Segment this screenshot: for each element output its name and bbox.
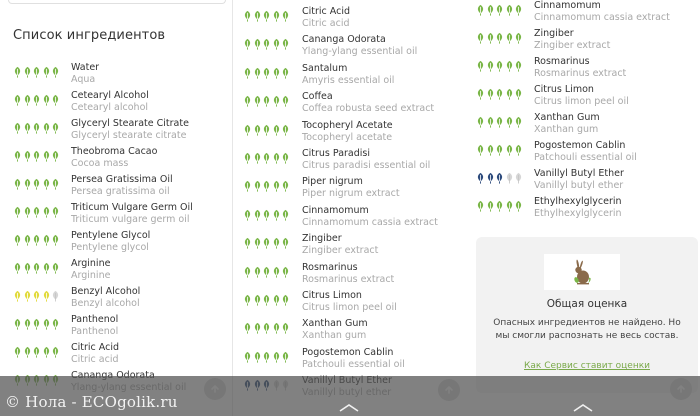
leaf-icon	[23, 262, 32, 274]
leaf-icon	[32, 234, 41, 246]
leaf-icon	[262, 266, 271, 278]
ingredient-common-name: Citrus limon peel oil	[534, 96, 629, 107]
leaf-icon	[243, 10, 252, 22]
leaf-icon	[486, 200, 495, 212]
leaf-icon	[243, 322, 252, 334]
leaf-icon	[281, 10, 290, 22]
leaf-icon	[253, 124, 262, 136]
ingredient-name: Cananga Odorata	[302, 34, 386, 46]
ingredient-common-name: Arginine	[71, 270, 111, 281]
leaf-icon	[13, 94, 22, 106]
leaf-icon	[281, 266, 290, 278]
summary-text: Опасных ингредиентов не найдено. Но мы смогли распознать не весь состав.	[493, 318, 681, 341]
ingredient-common-name: Amyris essential oil	[302, 74, 395, 86]
ingredient-common-name: Piper nigrum extract	[302, 188, 400, 200]
leaf-icon	[23, 94, 32, 106]
leaf-icon	[272, 67, 281, 79]
leaf-icon	[505, 88, 514, 100]
ingredient-common-name: Vanillyl butyl ether	[534, 180, 624, 191]
leaf-icon	[272, 152, 281, 164]
leaf-icon	[262, 294, 271, 306]
leaf-icon	[514, 60, 523, 72]
leaf-icon	[495, 88, 504, 100]
ingredient-name: Cetearyl Alcohol	[71, 90, 149, 101]
ingredient-name: Xanthan Gum	[302, 318, 368, 330]
leaf-icon	[42, 66, 51, 78]
safety-rating	[476, 200, 524, 212]
leaf-icon	[42, 318, 51, 330]
ingredient-name: Arginine	[71, 258, 111, 269]
leaf-icon	[505, 60, 514, 72]
ingredient-name: Zingiber	[534, 28, 574, 39]
leaf-icon	[476, 172, 485, 184]
leaf-icon	[32, 206, 41, 218]
ingredient-common-name: Citric acid	[302, 18, 350, 29]
ingredient-name: Tocopheryl Acetate	[302, 119, 393, 131]
ingredient-name: Citric Acid	[302, 6, 351, 17]
leaf-icon	[262, 322, 271, 334]
ingredient-name: Ethylhexylglycerin	[534, 196, 622, 207]
ingredient-common-name: Coffea robusta seed extract	[302, 103, 435, 115]
leaf-icon	[32, 318, 41, 330]
leaf-icon	[253, 38, 262, 50]
safety-rating	[13, 66, 61, 78]
leaf-icon	[42, 150, 51, 162]
leaf-icon	[281, 294, 290, 306]
safety-rating	[476, 116, 524, 128]
safety-rating	[476, 172, 524, 184]
ingredient-name: Pogostemon Cablin	[302, 346, 394, 358]
leaf-icon	[476, 200, 485, 212]
leaf-icon	[51, 150, 60, 162]
leaf-icon	[272, 237, 281, 249]
leaf-icon	[42, 234, 51, 246]
leaf-icon	[253, 294, 262, 306]
leaf-icon	[51, 290, 60, 302]
leaf-icon	[505, 172, 514, 184]
ingredient-common-name: Cocoa mass	[71, 158, 129, 169]
leaf-icon	[32, 94, 41, 106]
leaf-icon	[272, 351, 281, 363]
safety-rating	[243, 237, 291, 249]
ingredient-common-name: Zingiber extract	[534, 40, 611, 51]
ingredient-common-name: Tocopheryl acetate	[302, 131, 393, 143]
ingredient-common-name: Panthenol	[71, 326, 119, 337]
ingredient-common-name: Zingiber extract	[302, 245, 379, 257]
leaf-icon	[42, 178, 51, 190]
ingredient-name: Citrus Limon	[302, 290, 362, 301]
ingredient-name: Xanthan Gum	[534, 112, 600, 123]
safety-rating	[243, 294, 291, 306]
leaf-icon	[514, 4, 523, 16]
leaf-icon	[505, 32, 514, 44]
ingredient-common-name: Citrus paradisi essential oil	[302, 160, 431, 171]
leaf-icon	[243, 95, 252, 107]
ingredient-name: Theobroma Cacao	[71, 146, 158, 157]
ingredient-name: Triticum Vulgare Germ Oil	[71, 202, 193, 213]
leaf-icon	[243, 237, 252, 249]
ingredients-column-3	[466, 0, 700, 416]
leaf-icon	[13, 122, 22, 134]
leaf-icon	[23, 206, 32, 218]
leaf-icon	[486, 32, 495, 44]
leaf-icon	[476, 116, 485, 128]
safety-rating	[243, 38, 291, 50]
leaf-icon	[32, 122, 41, 134]
leaf-icon	[32, 178, 41, 190]
leaf-icon	[243, 266, 252, 278]
leaf-icon	[243, 38, 252, 50]
leaf-icon	[272, 294, 281, 306]
leaf-icon	[23, 346, 32, 358]
leaf-icon	[272, 95, 281, 107]
safety-rating	[243, 10, 291, 22]
leaf-icon	[23, 122, 32, 134]
safety-rating	[243, 124, 291, 136]
rabbit-logo	[544, 254, 620, 290]
leaf-icon	[281, 351, 290, 363]
ingredient-common-name: Xanthan gum	[302, 330, 367, 342]
leaf-icon	[495, 32, 504, 44]
top-card-edge	[8, 0, 226, 4]
safety-rating	[476, 4, 524, 16]
leaf-icon	[281, 237, 290, 249]
leaf-icon	[13, 66, 22, 78]
safety-rating	[476, 144, 524, 156]
ingredient-common-name: Ylang-ylang essential oil	[302, 46, 418, 58]
safety-rating	[476, 88, 524, 100]
leaf-icon	[243, 152, 252, 164]
leaf-icon	[476, 144, 485, 156]
ingredient-common-name: Patchouli essential oil	[302, 358, 405, 370]
leaf-icon	[262, 180, 271, 192]
summary-title: Общая оценка	[546, 298, 628, 310]
leaf-icon	[51, 262, 60, 274]
leaf-icon	[486, 144, 495, 156]
leaf-icon	[495, 60, 504, 72]
safety-rating	[13, 346, 61, 358]
leaf-icon	[253, 209, 262, 221]
leaf-icon	[495, 172, 504, 184]
ingredient-common-name: Glyceryl stearate citrate	[71, 130, 187, 141]
ingredient-name: Citrus Paradisi	[302, 148, 371, 159]
leaf-icon	[42, 290, 51, 302]
ingredient-name: Vanillyl Butyl Ether	[534, 168, 624, 179]
safety-rating	[13, 122, 61, 134]
leaf-icon	[476, 32, 485, 44]
leaf-icon	[253, 266, 262, 278]
leaf-icon	[505, 200, 514, 212]
ingredient-name: Benzyl Alcohol	[71, 286, 141, 297]
ingredient-common-name: Cetearyl alcohol	[71, 102, 149, 113]
ingredient-common-name: Benzyl alcohol	[71, 298, 140, 309]
leaf-icon	[243, 351, 252, 363]
leaf-icon	[253, 67, 262, 79]
leaf-icon	[495, 200, 504, 212]
ingredient-common-name: Ethylhexylglycerin	[534, 208, 622, 219]
ingredient-name: Citric Acid	[71, 342, 120, 353]
leaf-icon	[32, 66, 41, 78]
leaf-icon	[253, 351, 262, 363]
leaf-icon	[42, 262, 51, 274]
leaf-icon	[42, 346, 51, 358]
leaf-icon	[32, 150, 41, 162]
leaf-icon	[281, 180, 290, 192]
safety-rating	[243, 322, 291, 334]
leaf-icon	[486, 4, 495, 16]
leaf-icon	[253, 322, 262, 334]
leaf-icon	[42, 206, 51, 218]
leaf-icon	[13, 150, 22, 162]
leaf-icon	[32, 262, 41, 274]
rabbit-icon	[567, 257, 597, 287]
leaf-icon	[243, 180, 252, 192]
ingredient-common-name: Cinnamomum cassia extract	[534, 12, 670, 23]
leaf-icon	[486, 88, 495, 100]
rating-method-link[interactable]: Как Сервис ставит оценки	[524, 361, 650, 371]
leaf-icon	[505, 4, 514, 16]
leaf-icon	[281, 95, 290, 107]
ingredients-column-2	[233, 0, 466, 416]
safety-rating	[476, 32, 524, 44]
leaf-icon	[243, 294, 252, 306]
ingredient-name: Zingiber	[302, 233, 342, 245]
ingredient-common-name: Persea gratissima oil	[71, 186, 170, 197]
safety-rating	[13, 206, 61, 218]
leaf-icon	[262, 124, 271, 136]
leaf-icon	[42, 122, 51, 134]
leaf-icon	[23, 178, 32, 190]
leaf-icon	[281, 152, 290, 164]
leaf-icon	[23, 150, 32, 162]
leaf-icon	[262, 38, 271, 50]
ingredient-common-name: Patchouli essential oil	[534, 152, 637, 163]
leaf-icon	[505, 116, 514, 128]
leaf-icon	[281, 322, 290, 334]
ingredient-name: Santalum	[302, 62, 348, 74]
ingredient-common-name: Triticum vulgare germ oil	[71, 214, 190, 225]
leaf-icon	[13, 290, 22, 302]
leaf-icon	[281, 209, 290, 221]
leaf-icon	[514, 172, 523, 184]
ingredient-name: Rosmarinus	[302, 261, 358, 273]
leaf-icon	[32, 346, 41, 358]
leaf-icon	[51, 122, 60, 134]
chevron-up-icon[interactable]	[572, 403, 594, 413]
leaf-icon	[486, 60, 495, 72]
leaf-icon	[262, 152, 271, 164]
ingredient-name: Rosmarinus	[534, 56, 590, 67]
leaf-icon	[262, 237, 271, 249]
leaf-icon	[51, 178, 60, 190]
leaf-icon	[23, 290, 32, 302]
ingredient-common-name: Xanthan gum	[534, 124, 599, 135]
leaf-icon	[13, 234, 22, 246]
leaf-icon	[514, 144, 523, 156]
ingredient-name: Water	[71, 62, 100, 73]
safety-rating	[243, 266, 291, 278]
leaf-icon	[253, 95, 262, 107]
leaf-icon	[32, 290, 41, 302]
leaf-icon	[253, 180, 262, 192]
leaf-icon	[13, 178, 22, 190]
ingredient-name: Persea Gratissima Oil	[71, 174, 173, 185]
leaf-icon	[281, 38, 290, 50]
leaf-icon	[514, 200, 523, 212]
leaf-icon	[514, 88, 523, 100]
leaf-icon	[253, 237, 262, 249]
chevron-up-icon[interactable]	[338, 403, 360, 413]
leaf-icon	[51, 234, 60, 246]
leaf-icon	[476, 88, 485, 100]
ingredient-name: Panthenol	[71, 314, 119, 325]
safety-rating	[243, 67, 291, 79]
ingredient-common-name: Aqua	[71, 74, 96, 85]
ingredient-common-name: Citrus limon peel oil	[302, 302, 397, 313]
leaf-icon	[495, 116, 504, 128]
safety-rating	[13, 150, 61, 162]
summary-card	[476, 237, 698, 393]
leaf-icon	[51, 346, 60, 358]
leaf-icon	[272, 209, 281, 221]
safety-rating	[13, 178, 61, 190]
leaf-icon	[13, 262, 22, 274]
section-title: Список ингредиентов	[13, 28, 166, 43]
leaf-icon	[51, 66, 60, 78]
leaf-icon	[13, 206, 22, 218]
leaf-icon	[253, 152, 262, 164]
ingredient-name: Cinnamomum	[302, 204, 369, 216]
leaf-icon	[13, 318, 22, 330]
safety-rating	[243, 95, 291, 107]
ingredient-name: Citrus Limon	[534, 84, 594, 95]
leaf-icon	[514, 32, 523, 44]
leaf-icon	[262, 67, 271, 79]
leaf-icon	[262, 10, 271, 22]
ingredients-column-1	[0, 0, 232, 416]
leaf-icon	[13, 346, 22, 358]
leaf-icon	[23, 66, 32, 78]
safety-rating	[13, 234, 61, 246]
leaf-icon	[51, 206, 60, 218]
safety-rating	[243, 209, 291, 221]
leaf-icon	[23, 318, 32, 330]
leaf-icon	[262, 95, 271, 107]
leaf-icon	[23, 234, 32, 246]
safety-rating	[13, 318, 61, 330]
leaf-icon	[281, 67, 290, 79]
leaf-icon	[253, 10, 262, 22]
leaf-icon	[243, 209, 252, 221]
ingredient-common-name: Citric acid	[71, 354, 119, 365]
leaf-icon	[495, 144, 504, 156]
leaf-icon	[51, 318, 60, 330]
leaf-icon	[262, 351, 271, 363]
leaf-icon	[476, 60, 485, 72]
ingredient-common-name: Pentylene glycol	[71, 242, 149, 253]
safety-rating	[13, 94, 61, 106]
ingredient-name: Glyceryl Stearate Citrate	[71, 118, 189, 129]
safety-rating	[13, 262, 61, 274]
safety-rating	[243, 351, 291, 363]
leaf-icon	[243, 124, 252, 136]
ingredient-common-name: Rosmarinus extract	[302, 273, 395, 285]
leaf-icon	[486, 116, 495, 128]
watermark: © Нола - ECOgolik.ru	[5, 393, 178, 411]
ingredient-name: Piper nigrum	[302, 176, 363, 188]
leaf-icon	[243, 67, 252, 79]
leaf-icon	[272, 124, 281, 136]
safety-rating	[243, 152, 291, 164]
leaf-icon	[505, 144, 514, 156]
leaf-icon	[272, 322, 281, 334]
leaf-icon	[281, 124, 290, 136]
leaf-icon	[272, 180, 281, 192]
leaf-icon	[272, 266, 281, 278]
leaf-icon	[486, 172, 495, 184]
leaf-icon	[272, 38, 281, 50]
leaf-icon	[514, 116, 523, 128]
safety-rating	[243, 180, 291, 192]
leaf-icon	[476, 4, 485, 16]
leaf-icon	[51, 94, 60, 106]
leaf-icon	[495, 4, 504, 16]
leaf-icon	[42, 94, 51, 106]
ingredient-name: Pentylene Glycol	[71, 230, 151, 241]
ingredient-name: Cinnamomum	[534, 0, 601, 11]
leaf-icon	[262, 209, 271, 221]
ingredient-name: Pogostemon Cablin	[534, 140, 626, 151]
ingredient-common-name: Rosmarinus extract	[534, 68, 627, 79]
leaf-icon	[272, 10, 281, 22]
safety-rating	[476, 60, 524, 72]
ingredient-common-name: Cinnamomum cassia extract	[302, 216, 438, 228]
ingredient-name: Coffea	[302, 91, 333, 103]
safety-rating	[13, 290, 61, 302]
